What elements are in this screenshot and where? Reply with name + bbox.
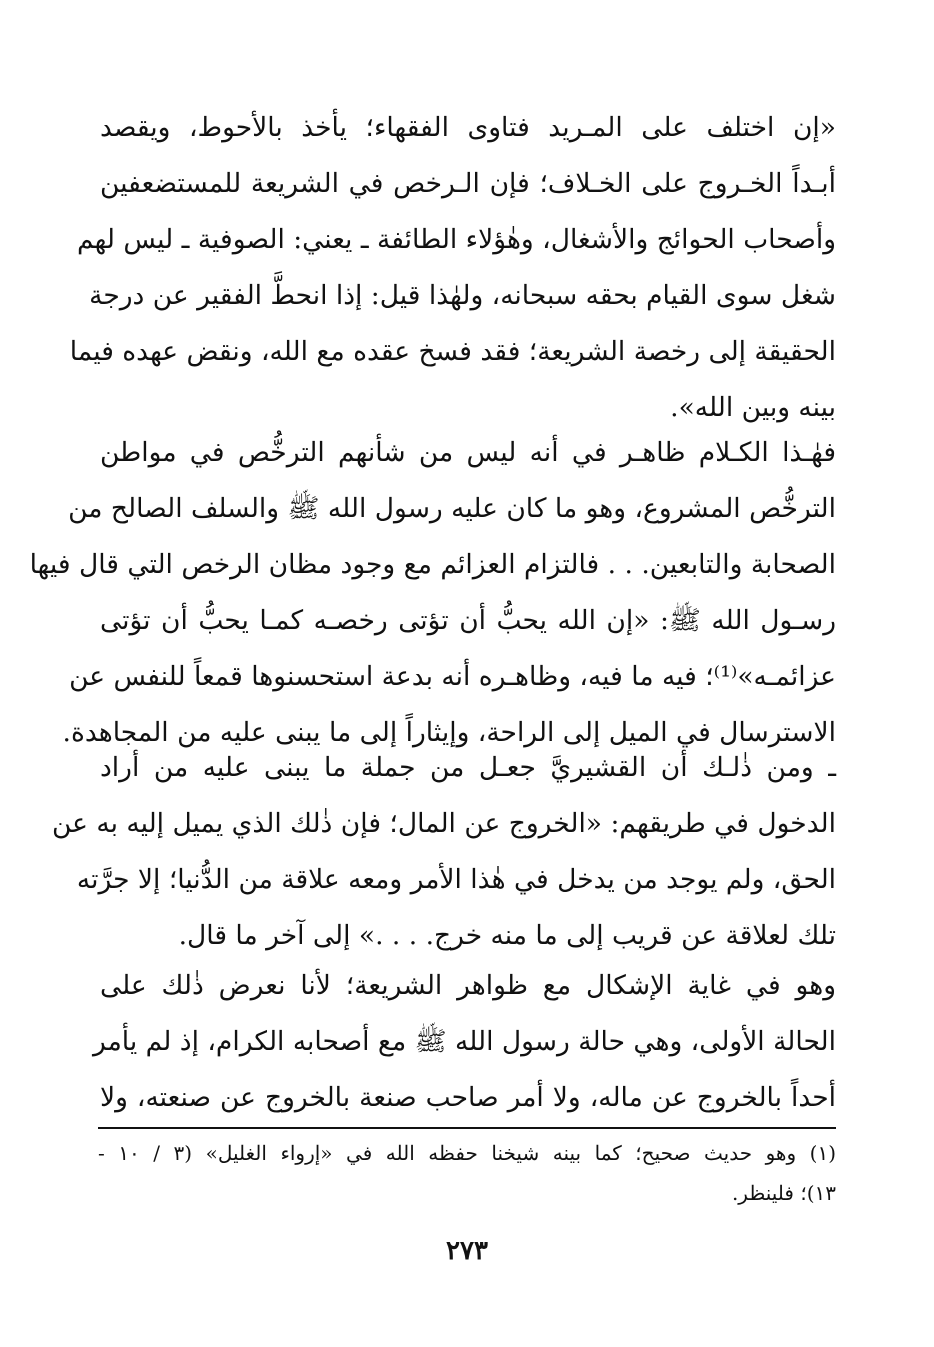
text-line: أحداً بالخروج عن ماله، ولا أمر صاحب صنعة بالخروج عن صنعته، ولا <box>100 1082 836 1113</box>
footnote <box>98 1133 836 1213</box>
text-line: وهو في غاية الإشكال مع ظواهر الشريعة؛ لأنا نعرض ذٰلك على <box>100 970 836 1001</box>
text-line: وأصحاب الحوائج والأشغال، وهٰؤلاء الطائفة ـ يعني: الصوفية ـ ليس لهم <box>77 224 836 255</box>
text-line: «إن اختلف على المـريد فتاوى الفقهاء؛ يأخذ بالأحوط، ويقصد <box>100 112 836 143</box>
text-line: أبـداً الخـروج على الخـلاف؛ فإن الـرخص في الشريعة للمستضعفين <box>100 168 836 199</box>
text-line: الترخُّص المشروع، وهو ما كان عليه رسول الله ﷺ والسلف الصالح من <box>68 493 836 524</box>
text-line: الدخول في طريقهم: «الخروج عن المال؛ فإن ذٰلك الذي يميل إليه به عن <box>51 808 836 839</box>
text-line: الحق، ولم يوجد من يدخل في هٰذا الأمر ومعه علاقة من الدُّنيا؛ إلا جرَّته <box>76 864 836 895</box>
text-line: بينه وبين الله». <box>670 392 836 423</box>
text-line: الاسترسال في الميل إلى الراحة، وإيثاراً إلى ما يبنى عليه من المجاهدة. <box>62 717 836 748</box>
paragraph-4 <box>92 958 836 1126</box>
page-number: ٢٧٣ <box>446 1236 488 1266</box>
text-line: الحالة الأولى، وهي حالة رسول الله ﷺ مع أصحابه الكرام، إذ لم يأمر <box>92 1026 836 1057</box>
text-line: شغل سوى القيام بحقه سبحانه، ولهٰذا قيل: إذا انحطَّ الفقير عن درجة <box>89 280 836 311</box>
text-line: ـ ومن ذٰلـك أن القشيريَّ جعـل من جملة ما يبنى عليه من أراد <box>100 752 836 783</box>
footnote-line: (١) وهو حديث صحيح؛ كما بينه شيخنا حفظه الله في «إرواء الغليل» (٣ / ١٠ - <box>98 1141 836 1165</box>
text-line: تلك لعلاقة عن قريب إلى ما منه خرج. . . .» إلى آخر ما قال. <box>178 920 836 951</box>
paragraph-2 <box>29 425 836 761</box>
text-line: الحقيقة إلى رخصة الشريعة؛ فقد فسخ عقده مع الله، ونقض عهده فيما <box>69 336 836 367</box>
footnote-divider <box>98 1127 836 1129</box>
paragraph-1 <box>69 100 836 436</box>
paragraph-3 <box>51 740 836 964</box>
text-line: الصحابة والتابعين. . . فالتزام العزائم مع وجود مظان الرخص التي قال فيها <box>29 549 836 580</box>
footnote-line: ١٣)؛ فلينظر. <box>731 1181 836 1205</box>
text-line: رسـول الله ﷺ: «إن الله يحبُّ أن تؤتى رخصـه كمـا يحبُّ أن تؤتى <box>100 605 836 636</box>
text-line: فهٰـذا الكـلام ظاهـر في أنه ليس من شأنهم الترخُّص في مواطن <box>100 437 836 468</box>
text-line: عزائمـه»⁽¹⁾؛ فيه ما فيه، وظاهـره أنه بدعة استحسنوها قمعاً للنفس عن <box>69 661 836 692</box>
